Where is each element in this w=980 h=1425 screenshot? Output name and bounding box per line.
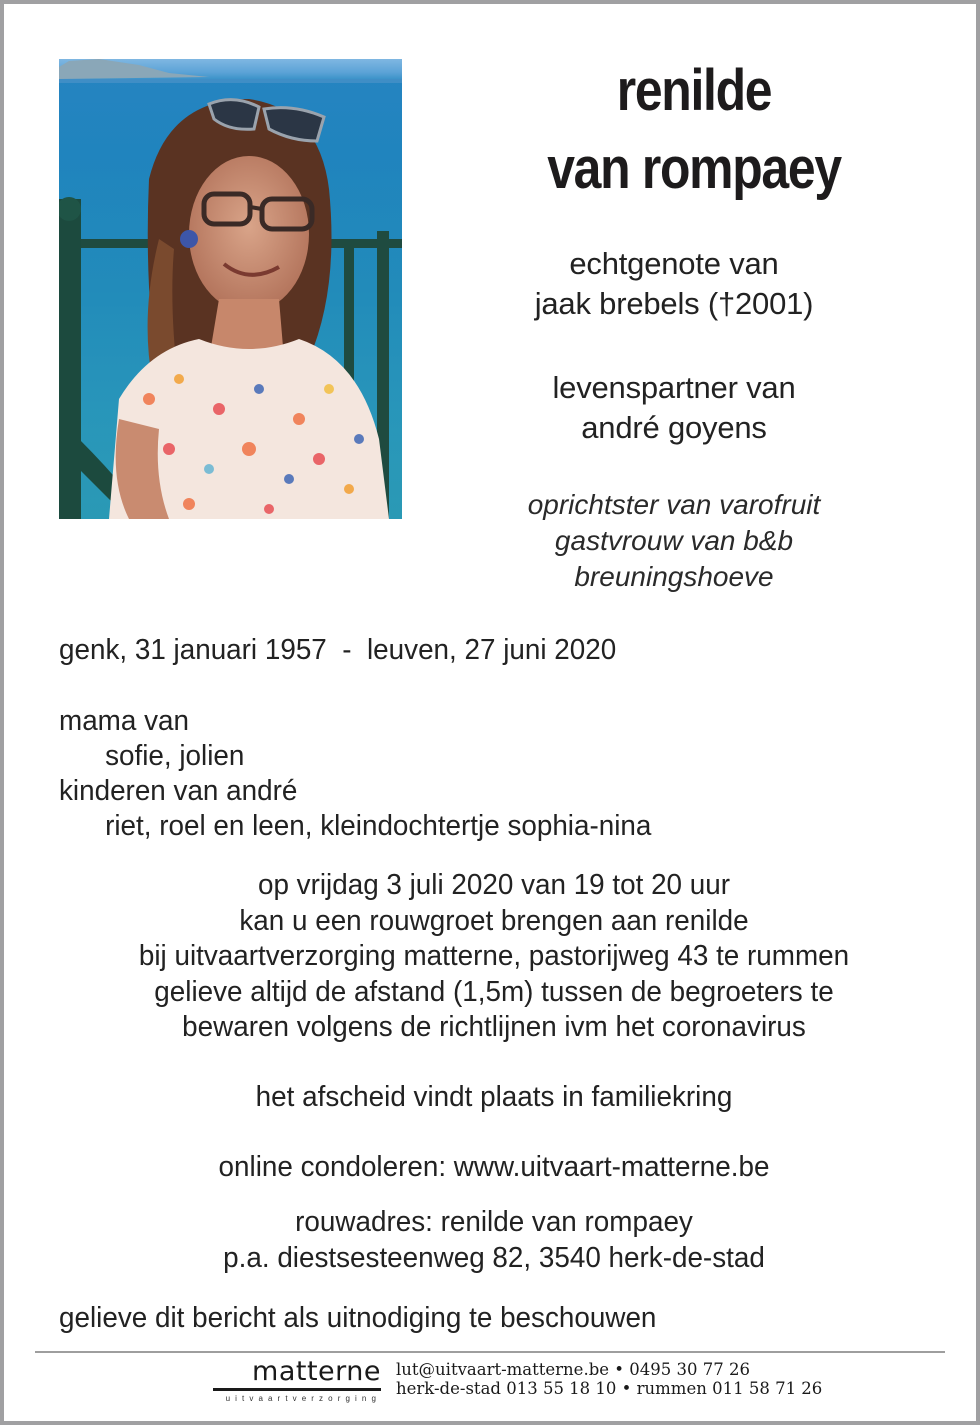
farewell-note (44, 1080, 944, 1116)
relation-spouse-name: jaak brebels (†2001) (534, 286, 814, 321)
family-line: mama van (59, 705, 189, 737)
name-last: van rompaey (547, 136, 841, 201)
role-item: oprichtster van varofruit (527, 489, 821, 520)
relation-spouse (474, 244, 874, 324)
logo-subtitle: uitvaartverzorging (225, 1394, 381, 1403)
visitation-line: gelieve altijd de afstand (1,5m) tussen de begroeters te (154, 975, 834, 1008)
role-item: gastvrouw van b&b (554, 525, 794, 556)
deceased-name (522, 52, 866, 208)
visitation-info (44, 868, 944, 1046)
name-first: renilde (616, 58, 772, 123)
closing-note: gelieve dit bericht als uitnodiging te beschouwen (59, 1302, 657, 1334)
relation-partner-label: levenspartner van (552, 370, 796, 405)
role-item: breuningshoeve (574, 561, 774, 592)
footer-divider (35, 1351, 945, 1353)
visitation-line: op vrijdag 3 juli 2020 van 19 tot 20 uur (257, 869, 731, 901)
visitation-line: bij uitvaartverzorging matterne, pastorijweg 43 te rummen (138, 940, 850, 972)
family-line: sofie, jolien (105, 740, 245, 772)
condolences-link[interactable]: online condoleren: www.uitvaart-matterne.be (218, 1151, 770, 1183)
mourning-address (44, 1205, 944, 1276)
footer-contact (396, 1360, 822, 1398)
family-line: kinderen van andré (59, 775, 298, 807)
visitation-line: kan u een rouwgroet brengen aan renilde (239, 904, 749, 937)
portrait-photo (59, 59, 402, 519)
relation-partner-name: andré goyens (581, 410, 767, 445)
family-list (59, 704, 676, 844)
mourning-address-line1: rouwadres: renilde van rompaey (295, 1206, 693, 1238)
farewell-text: het afscheid vindt plaats in familiekring (255, 1081, 733, 1113)
visitation-line: bewaren volgens de richtlijnen ivm het coronavirus (182, 1011, 806, 1043)
obituary-card (4, 4, 976, 1421)
relation-partner (474, 368, 874, 448)
matterne-logo (209, 1358, 381, 1403)
roles (474, 487, 874, 595)
logo-word: matterne (252, 1356, 381, 1387)
portrait-image (59, 59, 402, 519)
relation-spouse-label: echtgenote van (569, 246, 779, 281)
condolences (44, 1150, 944, 1186)
mourning-address-line2: p.a. diestsesteenweg 82, 3540 herk-de-stad (223, 1241, 765, 1274)
family-line: riet, roel en leen, kleindochtertje sophia-nina (105, 810, 652, 842)
contact-email-phone[interactable]: lut@uitvaart-matterne.be • 0495 30 77 26 (396, 1360, 750, 1379)
contact-locations: herk-de-stad 013 55 18 10 • rummen 011 58 71 26 (396, 1379, 823, 1398)
birth-death-dates: genk, 31 januari 1957 - leuven, 27 juni 2020 (59, 634, 617, 666)
logo-bar (213, 1388, 381, 1391)
